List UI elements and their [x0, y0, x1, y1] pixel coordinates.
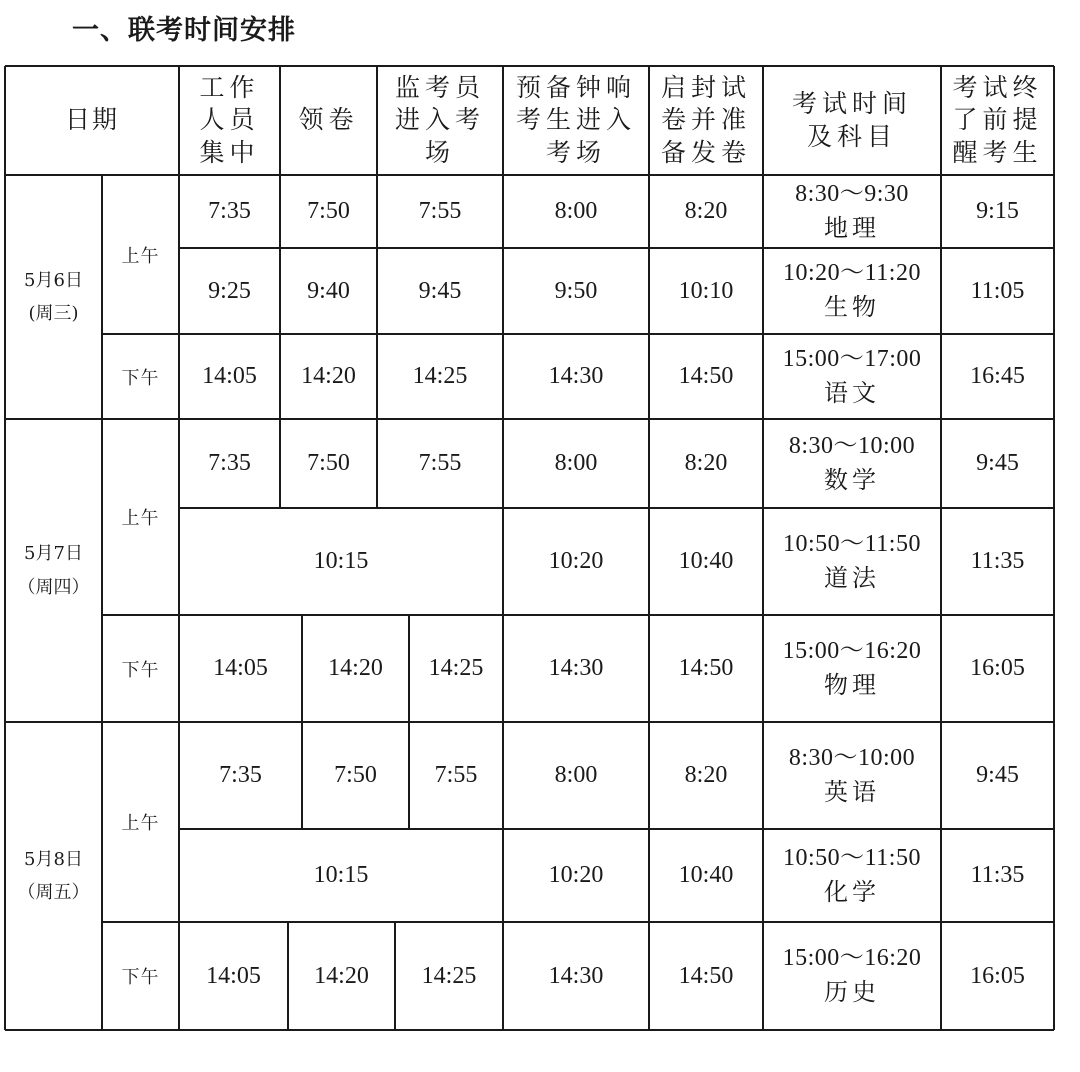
unseal-time: 14:50 — [678, 363, 734, 389]
collect-time: 7:50 — [334, 762, 377, 788]
staff-time: 7:35 — [208, 450, 251, 476]
reminder-time: 16:05 — [970, 962, 1025, 989]
bell-time: 10:20 — [548, 862, 604, 888]
unseal-time: 14:50 — [678, 962, 734, 989]
bell-time: 14:30 — [548, 962, 604, 989]
exam-time-range: 8:30～10:00 — [788, 432, 916, 459]
staff-time: 14:05 — [202, 363, 257, 389]
exam-time-range: 8:30～9:30 — [795, 180, 909, 207]
header-unseal-papers: 启封试 卷并准 备发卷 — [660, 72, 751, 167]
exam-cell — [763, 922, 941, 1030]
proctor-time: 14:25 — [421, 962, 477, 989]
proctor-time: 14:25 — [428, 655, 484, 681]
merged-gather-time: 10:15 — [313, 548, 369, 574]
header-proctor-enter: 监考员 进入考 场 — [394, 72, 485, 167]
merged-gather-time: 10:15 — [313, 862, 369, 888]
header-date: 日期 — [64, 105, 119, 135]
staff-time: 14:05 — [206, 962, 261, 989]
header-exam-time-subject: 考试时间 及科目 — [791, 89, 912, 151]
reminder-time: 11:05 — [970, 277, 1025, 304]
exam-cell — [763, 615, 941, 722]
morning-label: 上午 — [121, 245, 160, 267]
exam-cell — [763, 508, 941, 615]
unseal-time: 8:20 — [684, 762, 728, 788]
day-date: 5月7日 （周四） — [17, 543, 90, 598]
exam-time-range: 10:50～11:50 — [783, 844, 921, 871]
exam-subject: 化学 — [824, 877, 880, 906]
exam-time-range: 10:20～11:20 — [783, 260, 921, 287]
unseal-time: 8:20 — [684, 198, 728, 224]
proctor-time: 7:55 — [418, 198, 462, 224]
bell-time: 8:00 — [554, 450, 598, 476]
header-end-reminder: 考试终 了前提 醒考生 — [952, 72, 1043, 167]
unseal-time: 8:20 — [684, 450, 728, 476]
day-date: 5月6日 (周三) — [24, 269, 83, 324]
exam-cell — [763, 334, 941, 419]
exam-subject: 物理 — [824, 670, 880, 699]
bell-time: 14:30 — [548, 655, 604, 681]
reminder-time: 11:35 — [970, 862, 1025, 888]
collect-time: 7:50 — [307, 198, 350, 224]
exam-subject: 地理 — [824, 213, 880, 242]
staff-time: 7:35 — [208, 198, 251, 224]
exam-time-range: 8:30～10:00 — [788, 744, 916, 771]
exam-time-range: 15:00～17:00 — [782, 345, 922, 372]
bell-time: 14:30 — [548, 363, 604, 389]
exam-subject: 语文 — [824, 378, 880, 407]
section-title: 一、联考时间安排 — [72, 15, 296, 46]
collect-time: 14:20 — [328, 655, 383, 681]
bell-time: 8:00 — [554, 762, 598, 788]
afternoon-label: 下午 — [121, 659, 160, 681]
proctor-time: 14:25 — [412, 363, 468, 389]
unseal-time: 10:10 — [678, 277, 734, 304]
morning-label: 上午 — [121, 813, 160, 834]
exam-subject: 数学 — [824, 465, 880, 494]
proctor-time: 7:55 — [434, 762, 478, 788]
reminder-time: 9:45 — [976, 762, 1019, 788]
reminder-time: 9:15 — [976, 198, 1019, 224]
staff-time: 9:25 — [208, 277, 251, 304]
exam-subject: 英语 — [824, 777, 880, 806]
proctor-time: 7:55 — [418, 450, 462, 476]
exam-time-range: 15:00～16:20 — [782, 637, 922, 664]
proctor-time: 9:45 — [418, 277, 462, 304]
afternoon-label: 下午 — [121, 367, 160, 389]
collect-time: 14:20 — [314, 962, 369, 989]
bell-time: 8:00 — [554, 198, 598, 224]
bell-time: 10:20 — [548, 548, 604, 574]
exam-time-range: 15:00～16:20 — [782, 945, 922, 972]
collect-time: 14:20 — [301, 363, 356, 389]
header-collect-papers: 领卷 — [298, 105, 359, 135]
header-staff-gather: 工作 人员 集中 — [199, 72, 260, 167]
exam-cell — [763, 829, 941, 922]
staff-time: 14:05 — [213, 655, 268, 681]
morning-label: 上午 — [121, 508, 160, 529]
unseal-time: 10:40 — [678, 862, 734, 888]
exam-cell — [763, 175, 941, 248]
exam-cell — [763, 419, 941, 508]
reminder-time: 11:35 — [970, 548, 1025, 574]
unseal-time: 14:50 — [678, 655, 734, 681]
collect-time: 9:40 — [307, 277, 350, 304]
day-date: 5月8日 （周五） — [17, 848, 90, 903]
reminder-time: 9:45 — [976, 450, 1019, 476]
exam-subject: 道法 — [824, 563, 880, 592]
collect-time: 7:50 — [307, 450, 350, 476]
exam-cell — [763, 248, 941, 334]
bell-time: 9:50 — [554, 277, 598, 304]
header-bell-enter: 预备钟响 考生进入 考场 — [515, 72, 636, 167]
reminder-time: 16:05 — [970, 655, 1025, 681]
staff-time: 7:35 — [219, 762, 262, 788]
reminder-time: 16:45 — [970, 363, 1025, 389]
exam-time-range: 10:50～11:50 — [783, 530, 921, 557]
exam-cell — [763, 722, 941, 829]
exam-subject: 生物 — [824, 293, 880, 321]
afternoon-label: 下午 — [121, 967, 160, 988]
exam-subject: 历史 — [824, 978, 880, 1006]
unseal-time: 10:40 — [678, 548, 734, 574]
